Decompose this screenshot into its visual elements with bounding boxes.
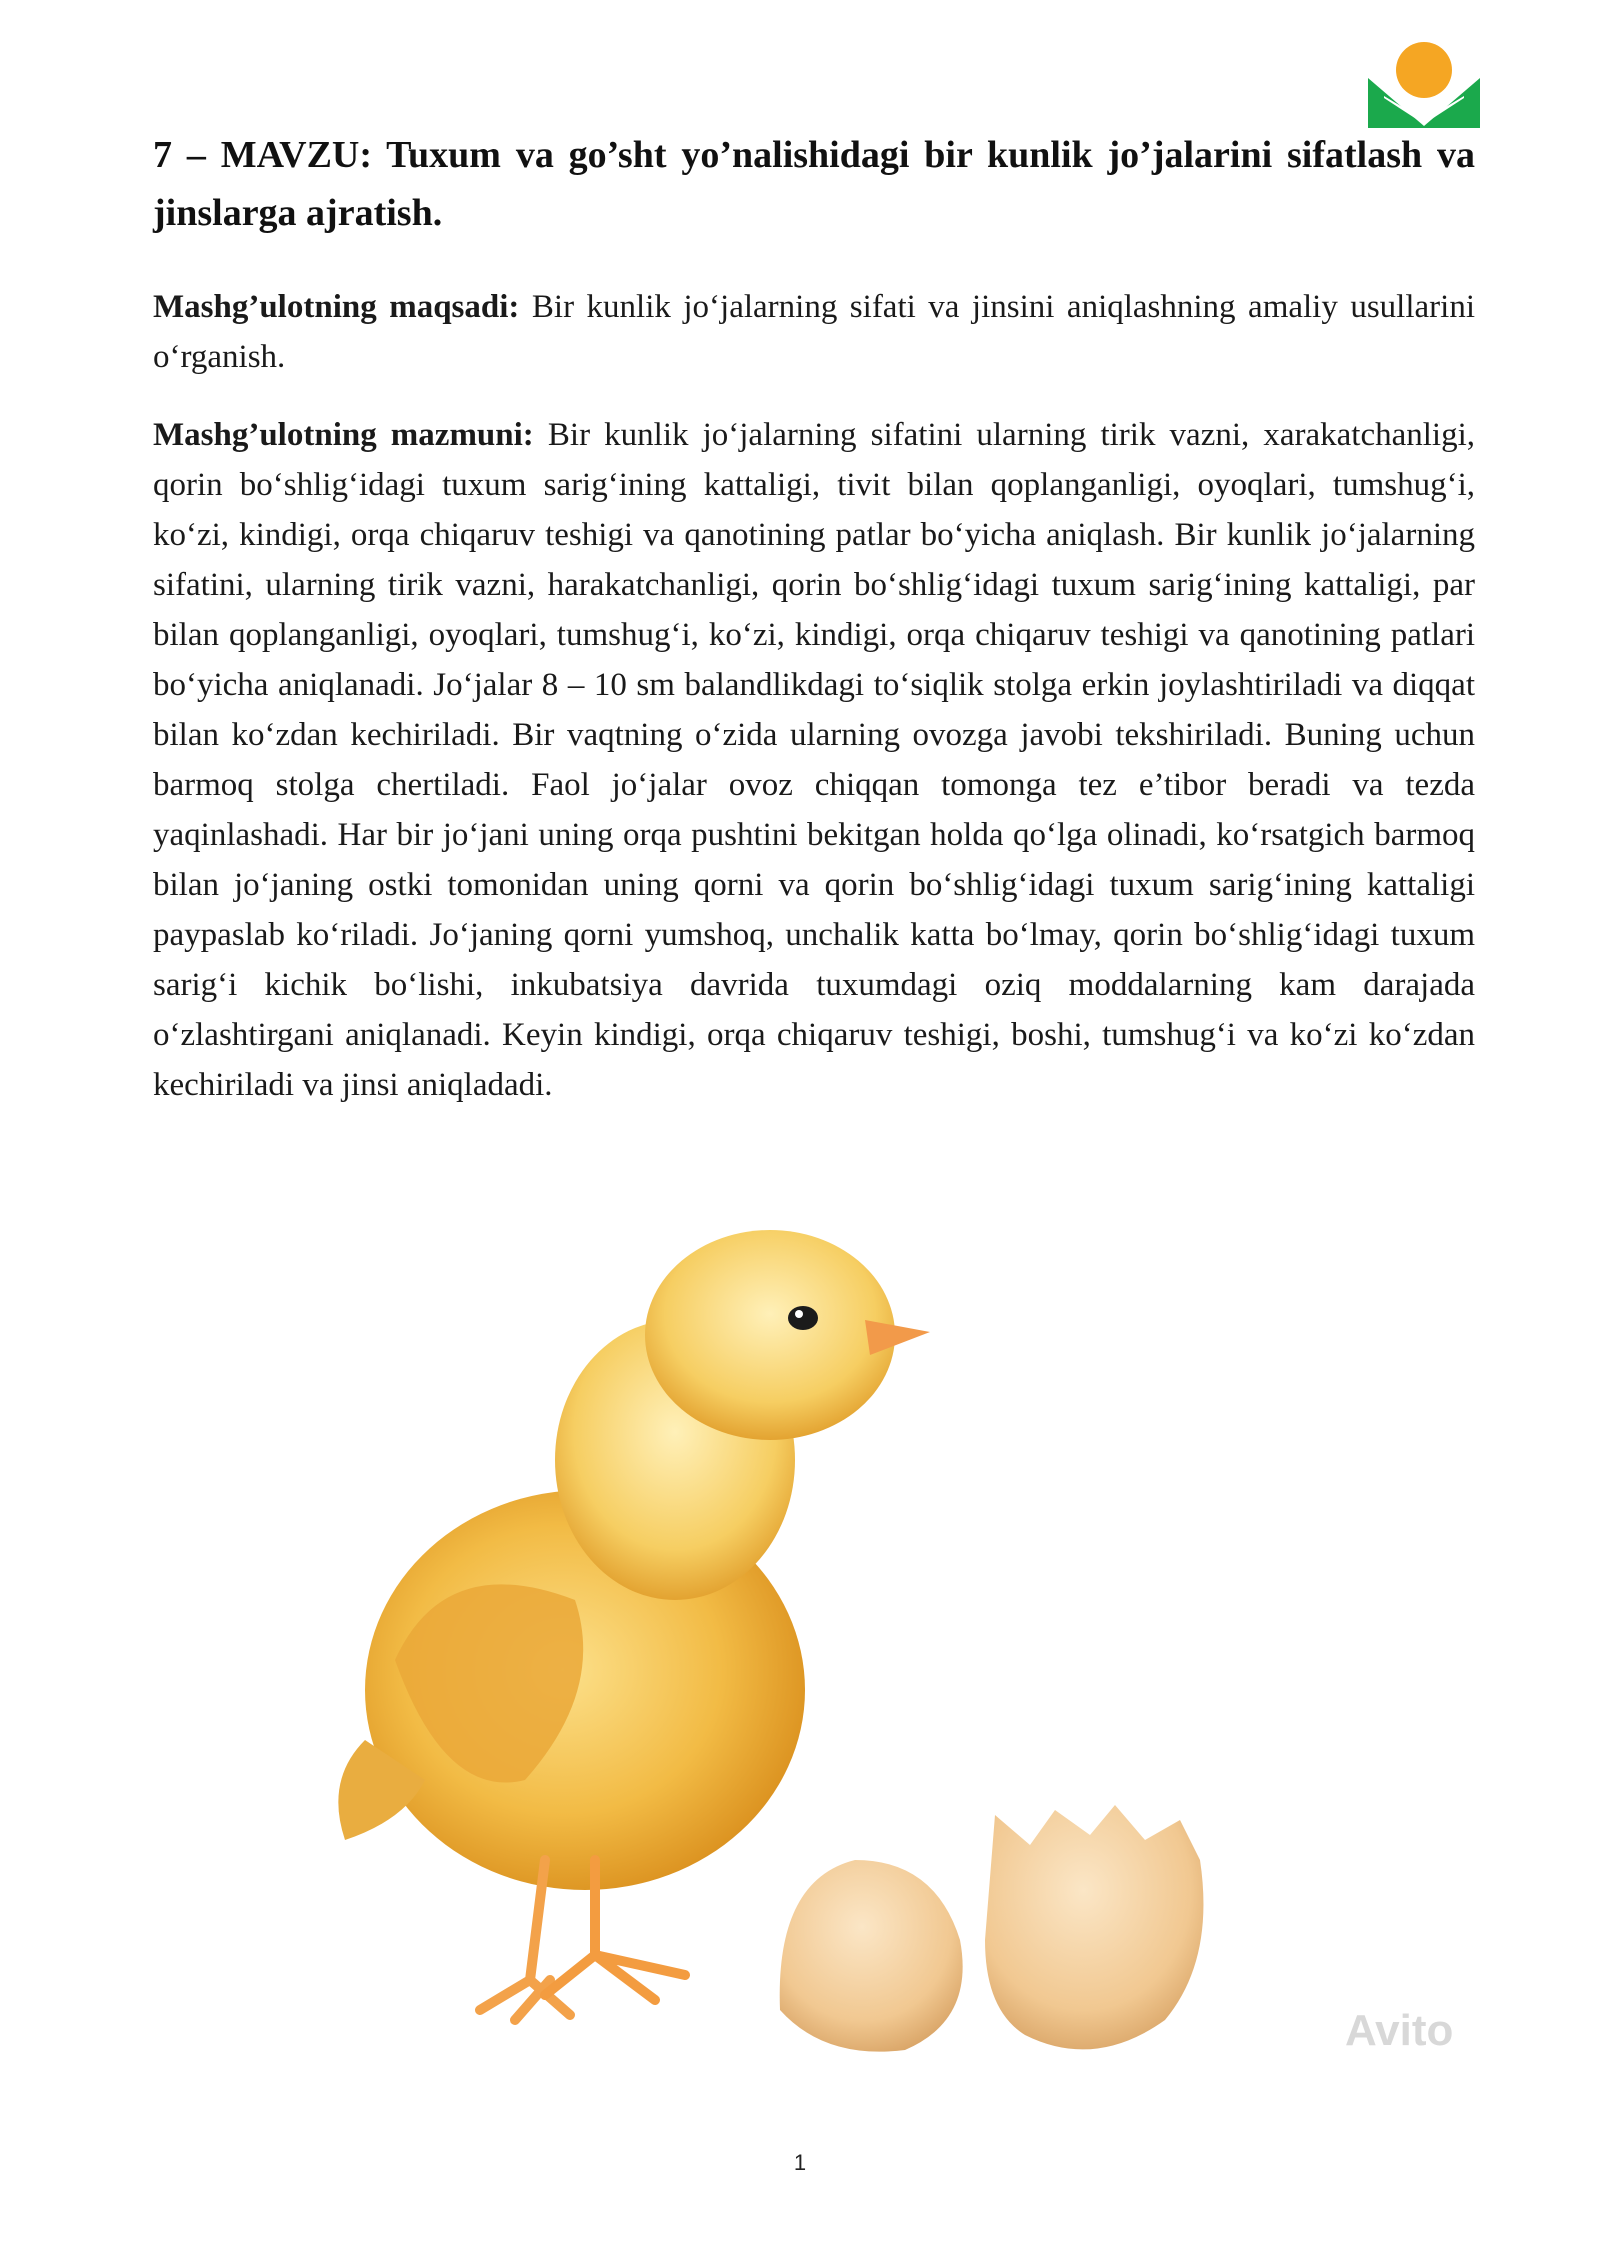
content-paragraph: [153, 410, 1475, 1110]
content-label: Mashg’ulotning mazmuni:: [153, 417, 534, 453]
page-number: 1: [793, 2150, 807, 2175]
avito-watermark: Avito: [1345, 2006, 1454, 2055]
document-body: [153, 126, 1475, 1138]
goal-paragraph: [153, 282, 1475, 382]
chick-photo: [215, 1220, 1525, 2080]
logo-icon: [1366, 38, 1482, 130]
goal-label: Mashg’ulotning maqsadi:: [153, 289, 520, 325]
content-text: Bir kunlik joʻjalarning sifatini ularning tirik vazni, xarakatchanligi, qorin boʻshligʻidagi tuxum sarigʻining kattaligi, tivit bilan qoplanganligi, oyoqlari, tumshugʻi, koʻzi, kindigi, orqa chiqaruv teshigi va qanotining patlar boʻyicha aniqlash. Bir kunlik joʻjalarning sifatini, ularning tirik vazni, harakatchanligi, qorin boʻshligʻidagi tuxum sarigʻining kattaligi, par bilan qoplanganligi, oyoqlari, tumshugʻi, koʻzi, kindigi, orqa chiqaruv teshigi va qanotining patlari boʻyicha aniqlanadi. Joʻjalar 8 – 10 sm balandlikdagi toʻsiqlik stolga erkin joylashtiriladi va diqqat bilan koʻzdan kechiriladi. Bir vaqtning oʻzida ularning ovozga javobi tekshiriladi. Buning uchun barmoq stolga chertiladi. Faol joʻjalar ovoz chiqqan tomonga tez e’tibor beradi va tezda yaqinlashadi. Har bir joʻjani uning orqa pushtini bekitgan holda qoʻlga olinadi, koʻrsatgich barmoq bilan joʻjaning ostki tomonidan uning qorni va qorin boʻshligʻidagi tuxum sarigʻining kattaligi paypaslab koʻriladi. Joʻjaning qorni yumshoq, unchalik katta boʻlmay, qorin boʻshligʻidagi tuxum sarigʻi kichik boʻlishi, inkubatsiya davrida tuxumdagi oziq moddalarning kam darajada oʻzlashtirgani aniqlanadi. Keyin kindigi, orqa chiqaruv teshigi, boshi, tumshugʻi va koʻzi koʻzdan kechiriladi va jinsi aniqladadi.: [153, 417, 1475, 1103]
page-title: 7 – MAVZU: Tuxum va go’sht yo’nalishidagi bir kunlik jo’jalarini sifatlash va jinslarga ajratish.: [153, 134, 1475, 234]
goal-text: Bir kunlik joʻjalarning sifati va jinsini aniqlashning amaliy usullarini oʻrganish.: [153, 289, 1475, 375]
